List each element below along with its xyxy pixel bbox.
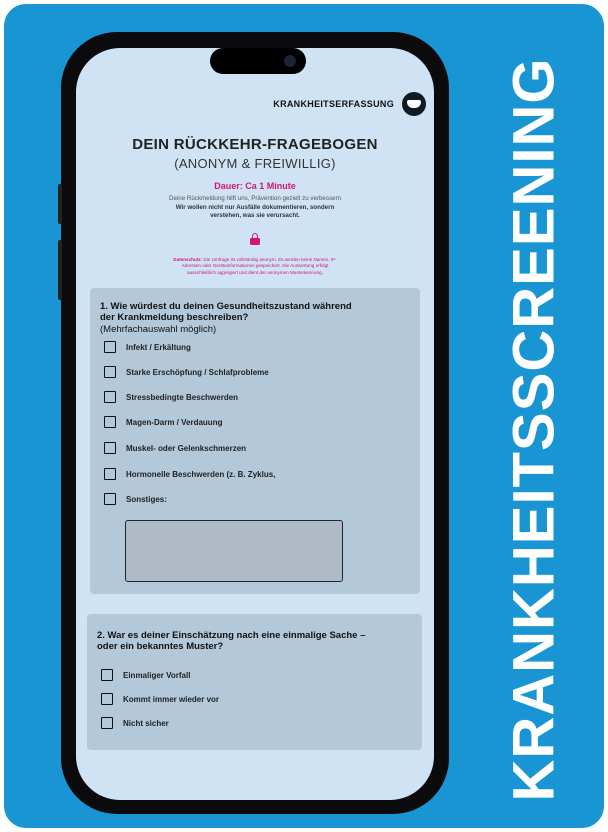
checkbox[interactable] bbox=[101, 669, 113, 681]
phone-button bbox=[58, 240, 62, 300]
checkbox[interactable] bbox=[104, 391, 116, 403]
privacy-note bbox=[170, 257, 340, 277]
option-q1-7[interactable]: Sonstiges: bbox=[104, 493, 167, 505]
question-2-panel bbox=[87, 614, 422, 750]
option-q1-3[interactable]: Stressbedingte Beschwerden bbox=[104, 391, 238, 403]
duration-text: Dauer: Ca 1 Minute bbox=[214, 181, 296, 191]
checkbox[interactable] bbox=[104, 442, 116, 454]
intro-note: Deine Rückmeldung hilft uns, Prävention gezielt zu verbessern bbox=[169, 195, 341, 202]
option-q2-2[interactable]: Kommt immer wieder vor bbox=[101, 693, 219, 705]
page-subtitle: (ANONYM & FREIWILLIG) bbox=[174, 156, 336, 171]
privacy-text: Die Umfrage ist vollständig anonym. Es werden keine Namen, IP-Adressen oder Geräteinformationen gespeichert. Die Auswertung erfolgt ausschließlich aggregiert und dient der anonymen Musterkennung. bbox=[181, 256, 337, 276]
question-1-hint: (Mehrfachauswahl möglich) bbox=[100, 323, 217, 335]
checkbox[interactable] bbox=[104, 468, 116, 480]
option-q1-2[interactable]: Starke Erschöpfung / Schlafprobleme bbox=[104, 366, 269, 378]
face-mask-icon bbox=[402, 92, 426, 116]
phone-screen bbox=[76, 48, 434, 800]
checkbox[interactable] bbox=[104, 366, 116, 378]
checkbox[interactable] bbox=[104, 493, 116, 505]
option-q1-5[interactable]: Muskel- oder Gelenkschmerzen bbox=[104, 442, 246, 454]
poster-card bbox=[4, 4, 604, 828]
lock-icon bbox=[250, 233, 260, 245]
other-text-field[interactable] bbox=[125, 520, 343, 582]
question-2-title: 2. War es deiner Einschätzung nach eine einmalige Sache – oder ein bekanntes Muster? bbox=[97, 630, 366, 653]
page-title: DEIN RÜCKKEHR-FRAGEBOGEN bbox=[132, 136, 378, 153]
checkbox[interactable] bbox=[101, 717, 113, 729]
phone-button bbox=[58, 184, 62, 224]
option-q2-3[interactable]: Nicht sicher bbox=[101, 717, 169, 729]
app-name: KRANKHEITSERFASSUNG bbox=[273, 99, 394, 109]
checkbox[interactable] bbox=[104, 341, 116, 353]
checkbox[interactable] bbox=[104, 416, 116, 428]
option-q2-1[interactable]: Einmaliger Vorfall bbox=[101, 669, 190, 681]
side-title-text: KRANKHEITSSCREENING bbox=[501, 56, 567, 802]
app-header bbox=[256, 92, 426, 116]
intro-section bbox=[76, 136, 434, 277]
camera-icon bbox=[284, 55, 296, 67]
dynamic-island bbox=[210, 48, 306, 74]
option-q1-4[interactable]: Magen-Darm / Verdauung bbox=[104, 416, 222, 428]
option-q1-6[interactable]: Hormonelle Beschwerden (z. B. Zyklus, bbox=[104, 468, 275, 480]
question-1-panel bbox=[90, 288, 420, 594]
intro-note-bold: Wir wollen nicht nur Ausfälle dokumentieren, sondern verstehen, was sie verursacht. bbox=[175, 204, 335, 220]
option-q1-1[interactable]: Infekt / Erkältung bbox=[104, 341, 191, 353]
side-title bbox=[474, 44, 594, 814]
privacy-label: Datenschutz: bbox=[173, 256, 203, 262]
question-1-title: 1. Wie würdest du deinen Gesundheitszustand während der Krankmeldung beschreiben? (Mehrfachauswahl möglich) bbox=[100, 301, 352, 335]
checkbox[interactable] bbox=[101, 693, 113, 705]
